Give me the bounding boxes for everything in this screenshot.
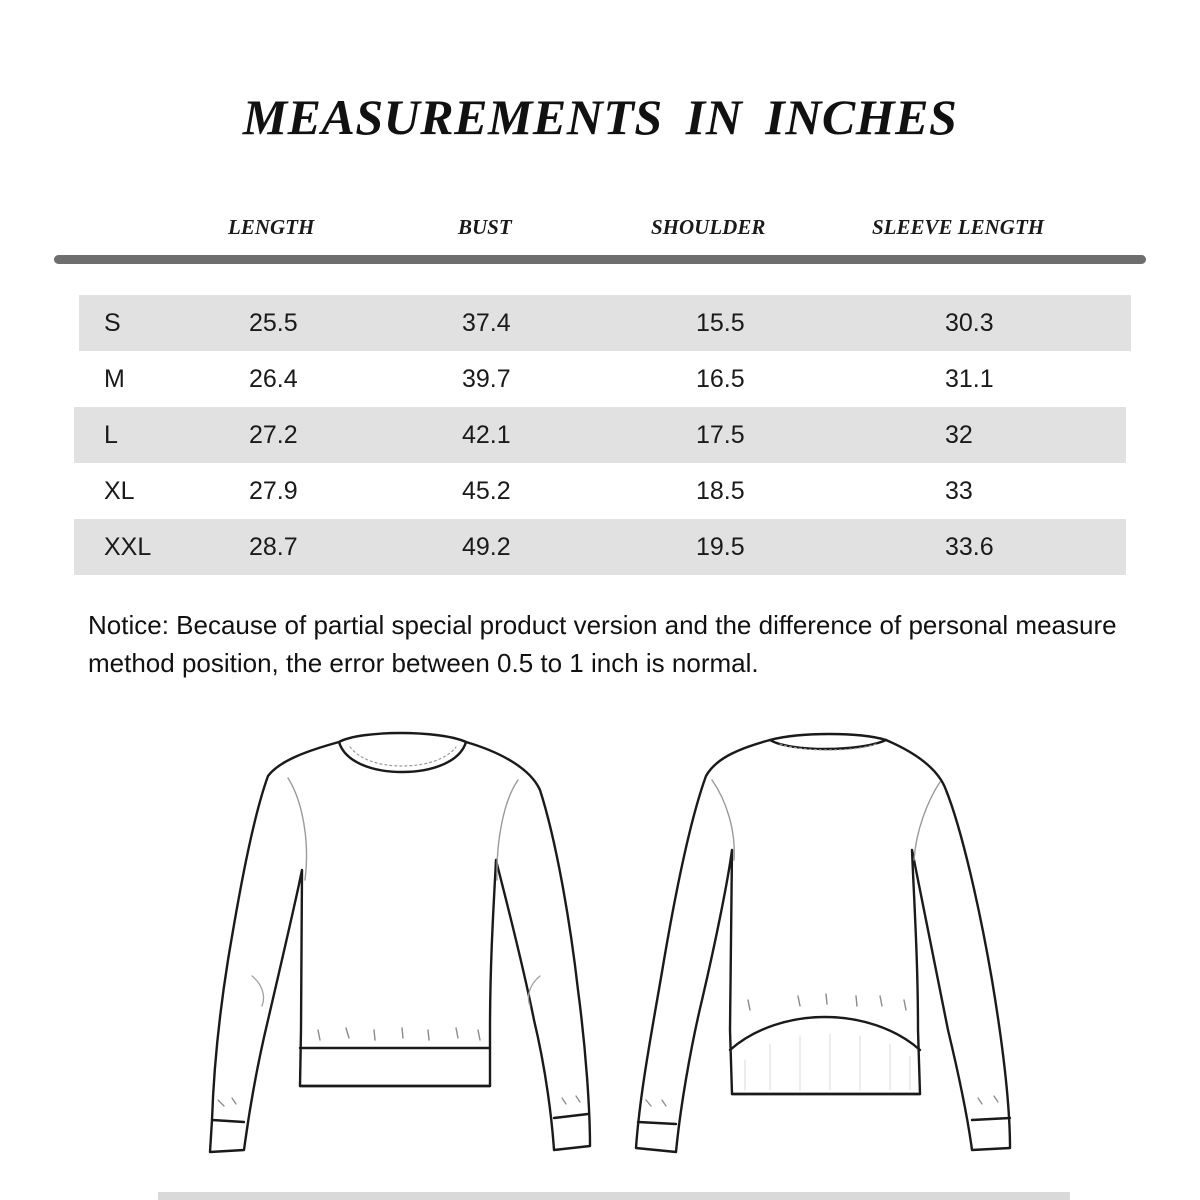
- sleeve-cell: 33.6: [945, 533, 994, 561]
- table-row: [79, 351, 1131, 407]
- bust-cell: 49.2: [462, 533, 511, 561]
- table-row: [74, 407, 1126, 463]
- notice-text: Notice: Because of partial special product version and the difference of personal measure method position, the error between 0.5 to 1 inch is normal.: [88, 610, 1117, 678]
- shoulder-cell: 18.5: [696, 477, 745, 505]
- column-header-sleeve-length: SLEEVE LENGTH: [872, 215, 1045, 239]
- length-cell: 26.4: [249, 365, 298, 393]
- sweatshirt-illustrations: [0, 700, 1200, 1190]
- sweatshirt-back-icon: [636, 734, 1010, 1152]
- size-cell: XL: [104, 477, 135, 505]
- sleeve-cell: 30.3: [945, 309, 994, 337]
- size-cell: XXL: [104, 533, 152, 561]
- bust-cell: 39.7: [462, 365, 511, 393]
- sleeve-cell: 32: [945, 421, 973, 449]
- shoulder-cell: 17.5: [696, 421, 745, 449]
- length-cell: 27.9: [249, 477, 298, 505]
- header-divider: [54, 255, 1146, 264]
- column-header-length: LENGTH: [228, 215, 315, 239]
- bust-cell: 42.1: [462, 421, 511, 449]
- shoulder-cell: 15.5: [696, 309, 745, 337]
- bust-cell: 37.4: [462, 309, 511, 337]
- bust-cell: 45.2: [462, 477, 511, 505]
- shoulder-cell: 19.5: [696, 533, 745, 561]
- table-row: [74, 519, 1126, 575]
- table-row: [74, 463, 1126, 519]
- table-row: [79, 295, 1131, 351]
- page-title: MEASUREMENTS IN INCHES: [242, 89, 958, 145]
- size-cell: M: [104, 365, 125, 393]
- size-cell: L: [104, 421, 118, 449]
- length-cell: 25.5: [249, 309, 298, 337]
- length-cell: 27.2: [249, 421, 298, 449]
- sleeve-cell: 31.1: [945, 365, 994, 393]
- sweatshirt-front-icon: [210, 733, 590, 1152]
- shoulder-cell: 16.5: [696, 365, 745, 393]
- size-cell: S: [104, 309, 121, 337]
- column-header-shoulder: SHOULDER: [651, 215, 766, 239]
- sleeve-cell: 33: [945, 477, 973, 505]
- bottom-divider: [158, 1192, 1070, 1200]
- column-header-bust: BUST: [458, 215, 512, 239]
- length-cell: 28.7: [249, 533, 298, 561]
